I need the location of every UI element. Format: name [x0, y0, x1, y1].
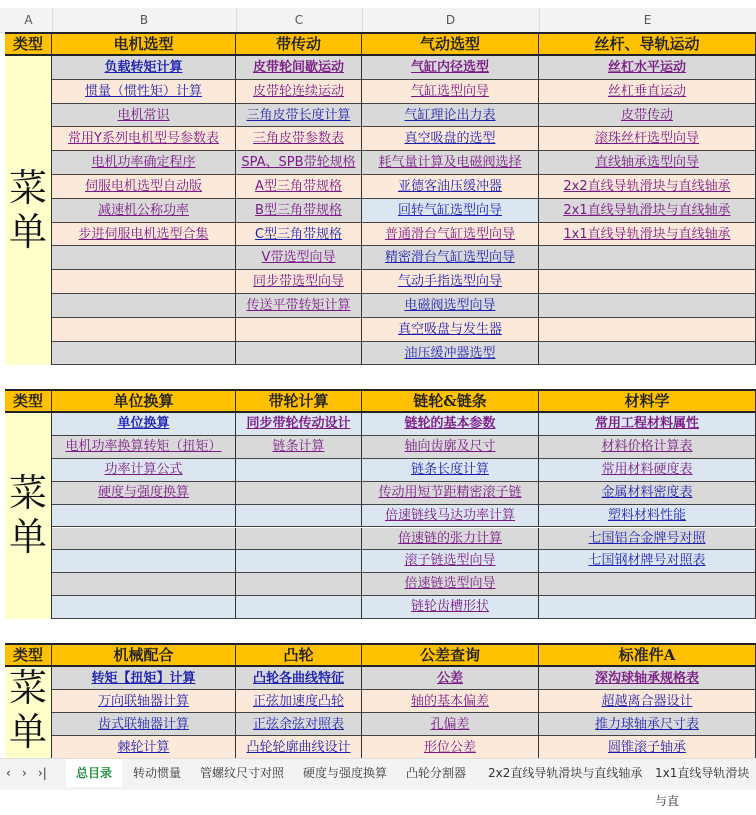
menu-link[interactable]: 2x1直线导轨滑块与直线轴承	[563, 202, 731, 218]
menu-link[interactable]: 同步带轮传动设计	[246, 416, 351, 431]
menu-label-char: 菜	[8, 166, 47, 210]
menu-cell[interactable]	[362, 246, 539, 270]
menu-link[interactable]: 丝杠水平运动	[607, 60, 686, 75]
menu-link[interactable]: 回转气缸选型向导	[397, 202, 502, 218]
menu-cell[interactable]	[362, 270, 539, 294]
menu-cell[interactable]	[539, 175, 756, 199]
menu-cell	[539, 270, 756, 294]
menu-cell[interactable]	[362, 80, 539, 104]
menu-cell[interactable]	[539, 736, 756, 759]
column-header-b[interactable]: B	[52, 8, 237, 32]
menu-cell[interactable]	[52, 736, 236, 759]
menu-link[interactable]: 凸轮轮廓曲线设计	[246, 740, 351, 755]
menu-link[interactable]: 直线轴承选型向导	[594, 155, 699, 171]
menu-cell[interactable]	[52, 56, 236, 80]
category-header: 带传动	[236, 34, 362, 54]
menu-cell[interactable]	[236, 80, 362, 104]
category-header: 凸轮	[236, 645, 362, 665]
menu-cell	[539, 294, 756, 318]
menu-cell[interactable]	[52, 80, 236, 104]
menu-cell[interactable]	[362, 342, 539, 366]
menu-link[interactable]: 常用Y系列电机型号参数表	[68, 131, 219, 147]
menu-cell[interactable]	[539, 151, 756, 175]
menu-link[interactable]: 伺服电机选型自动版	[84, 179, 202, 194]
menu-cell[interactable]	[236, 104, 362, 128]
menu-cell[interactable]	[52, 127, 236, 151]
menu-link[interactable]: 传送平带转矩计算	[246, 298, 351, 313]
menu-link[interactable]: 塑料材料性能	[607, 507, 686, 523]
menu-cell[interactable]	[539, 690, 756, 713]
category-header-row	[5, 32, 756, 56]
menu-cell	[52, 246, 236, 270]
menu-link[interactable]: 单位换算	[117, 416, 170, 431]
menu-cell[interactable]	[52, 690, 236, 713]
menu-cell[interactable]	[52, 175, 236, 199]
menu-cell[interactable]	[362, 151, 539, 175]
menu-cell[interactable]	[52, 199, 236, 223]
menu-link[interactable]: 正弦余弦对照表	[252, 717, 344, 732]
menu-link[interactable]: 正弦加速度凸轮	[252, 694, 344, 709]
menu-link[interactable]: 皮带传动	[620, 107, 673, 123]
menu-link[interactable]: V带选型向导	[261, 250, 336, 266]
menu-link[interactable]: 圆锥滚子轴承	[607, 740, 686, 755]
menu-cell[interactable]	[236, 127, 362, 151]
menu-cell[interactable]	[52, 667, 236, 690]
menu-cell[interactable]	[539, 104, 756, 128]
menu-link[interactable]: 链条计算	[272, 438, 325, 454]
menu-cell	[236, 482, 362, 505]
column-header-e[interactable]: E	[539, 8, 756, 32]
menu-link[interactable]: 气缸选型向导	[410, 83, 489, 99]
menu-cell[interactable]	[362, 175, 539, 199]
menu-cell[interactable]	[52, 713, 236, 736]
menu-cell[interactable]	[52, 151, 236, 175]
menu-cell[interactable]	[539, 459, 756, 482]
menu-link[interactable]: 倍速链线马达功率计算	[384, 507, 515, 523]
menu-link[interactable]: 亚德客油压缓冲器	[397, 179, 502, 194]
menu-cell[interactable]	[539, 528, 756, 551]
menu-link[interactable]: 电磁阀选型向导	[404, 298, 496, 313]
menu-label-cell	[5, 667, 52, 759]
menu-link[interactable]: 油压缓冲器选型	[404, 345, 496, 361]
menu-cell	[236, 318, 362, 342]
category-header: 气动选型	[362, 34, 539, 54]
menu-cell[interactable]	[236, 713, 362, 736]
menu-link[interactable]: 步进伺服电机选型合集	[78, 226, 209, 242]
menu-cell[interactable]	[362, 505, 539, 528]
category-header: 标准件A	[539, 645, 756, 665]
menu-cell[interactable]	[236, 294, 362, 318]
menu-link[interactable]: B型三角带规格	[255, 202, 342, 218]
menu-link[interactable]: 滚子链选型向导	[404, 553, 496, 569]
menu-link[interactable]: 转矩【扭矩】计算	[91, 671, 196, 686]
next-sheet-icon[interactable]: ›	[22, 766, 27, 780]
menu-cell[interactable]	[539, 199, 756, 223]
menu-cell[interactable]	[539, 505, 756, 528]
menu-link[interactable]: 孔偏差	[430, 717, 470, 732]
menu-link[interactable]: 气动手指选型向导	[397, 274, 502, 290]
menu-cell[interactable]	[236, 436, 362, 459]
menu-cell	[539, 342, 756, 366]
sheet-tab[interactable]: 转动惯量	[133, 766, 182, 780]
menu-cell[interactable]	[362, 104, 539, 128]
menu-cell[interactable]	[539, 667, 756, 690]
menu-cell[interactable]	[236, 667, 362, 690]
column-header-a[interactable]: A	[5, 8, 53, 32]
menu-cell[interactable]	[362, 413, 539, 436]
column-header-d[interactable]: D	[362, 8, 540, 32]
menu-link[interactable]: 减速机公称功率	[97, 202, 189, 218]
menu-cell	[539, 318, 756, 342]
menu-cell	[52, 528, 236, 551]
menu-cell[interactable]	[52, 482, 236, 505]
menu-link[interactable]: 真空吸盘的选型	[404, 131, 496, 147]
sheet-tab[interactable]: 管螺纹尺寸对照	[200, 766, 285, 780]
menu-cell	[236, 550, 362, 573]
menu-link[interactable]: 链轮齿槽形状	[410, 599, 489, 615]
type-label: 类型	[5, 34, 52, 54]
menu-cell	[236, 342, 362, 366]
menu-link[interactable]: 万向联轴器计算	[97, 694, 189, 709]
menu-cell[interactable]	[539, 80, 756, 104]
menu-cell[interactable]	[362, 56, 539, 80]
menu-link[interactable]: 硬度与强度换算	[97, 484, 189, 500]
category-header-row	[5, 389, 756, 413]
menu-cell	[52, 573, 236, 596]
category-header: 电机选型	[52, 34, 236, 54]
menu-cell[interactable]	[52, 413, 236, 436]
menu-cell	[52, 505, 236, 528]
menu-label-char: 单	[8, 209, 47, 254]
menu-cell	[52, 270, 236, 294]
menu-cell	[236, 528, 362, 551]
menu-cell	[52, 342, 236, 366]
menu-cell[interactable]	[362, 482, 539, 505]
menu-link[interactable]: 形位公差	[423, 740, 476, 755]
menu-cell	[539, 596, 756, 619]
menu-cell[interactable]	[362, 294, 539, 318]
menu-link[interactable]: 电机功率确定程序	[91, 155, 196, 171]
menu-link[interactable]: 皮带轮间歇运动	[252, 60, 344, 75]
menu-cell[interactable]	[52, 459, 236, 482]
menu-link[interactable]: 材料价格计算表	[601, 438, 693, 454]
menu-link[interactable]: 链条长度计算	[410, 461, 489, 477]
menu-link[interactable]: 超越离合器设计	[601, 694, 693, 709]
menu-cell	[52, 318, 236, 342]
menu-link[interactable]: 三角皮带参数表	[252, 131, 344, 147]
menu-link[interactable]: 轴的基本偏差	[410, 694, 489, 709]
menu-link[interactable]: 气缸理论出力表	[404, 107, 496, 123]
menu-cell[interactable]	[52, 436, 236, 459]
menu-link[interactable]: 滚珠丝杆选型向导	[594, 131, 699, 147]
menu-link[interactable]: 传动用短节距精密滚子链	[378, 484, 522, 500]
menu-cell[interactable]	[362, 573, 539, 596]
menu-link[interactable]: 推力球轴承尺寸表	[594, 717, 699, 732]
menu-cell	[236, 596, 362, 619]
menu-link[interactable]: 惯量（惯性矩）计算	[84, 83, 202, 99]
menu-link[interactable]: 金属材料密度表	[601, 484, 693, 500]
menu-cell[interactable]	[362, 199, 539, 223]
menu-link[interactable]: 丝杠垂直运动	[607, 83, 686, 99]
sheet-tab[interactable]: 凸轮分割器	[406, 766, 467, 780]
menu-cell[interactable]	[362, 596, 539, 619]
menu-cell	[539, 246, 756, 270]
menu-cell[interactable]	[236, 413, 362, 436]
menu-cell[interactable]	[539, 56, 756, 80]
menu-label-char: 单	[8, 515, 47, 560]
menu-label-char: 单	[8, 709, 47, 754]
menu-cell[interactable]	[362, 223, 539, 247]
menu-cell[interactable]	[362, 459, 539, 482]
menu-link[interactable]: A型三角带规格	[255, 179, 342, 194]
menu-link[interactable]: 三角皮带长度计算	[246, 107, 351, 123]
menu-cell	[52, 294, 236, 318]
menu-label-char: 菜	[8, 666, 47, 710]
menu-label-char: 菜	[8, 471, 47, 516]
menu-link[interactable]: C型三角带规格	[254, 226, 343, 242]
menu-cell	[236, 459, 362, 482]
category-header: 单位换算	[52, 391, 236, 411]
menu-link[interactable]: 精密滑台气缸选型向导	[384, 250, 515, 266]
sheet-tab[interactable]: 硬度与强度换算	[303, 766, 388, 780]
sheet-tab-active[interactable]: 总目录	[66, 759, 122, 787]
menu-label-cell	[5, 413, 52, 619]
menu-cell[interactable]	[362, 667, 539, 690]
menu-link[interactable]: 齿式联轴器计算	[97, 717, 189, 732]
menu-link[interactable]: 电机功率换算转矩（扭矩）	[65, 438, 222, 454]
menu-cell[interactable]	[236, 199, 362, 223]
menu-link[interactable]: 同步带选型向导	[252, 274, 344, 290]
menu-link[interactable]: 七国钢材牌号对照表	[588, 553, 706, 569]
category-header: 公差查询	[362, 645, 539, 665]
menu-cell[interactable]	[539, 413, 756, 436]
menu-link[interactable]: 七国铝合金牌号对照	[588, 530, 706, 546]
menu-link[interactable]: 常用工程材料属性	[594, 416, 699, 431]
menu-label-cell	[5, 56, 52, 365]
menu-cell[interactable]	[236, 270, 362, 294]
sheet-tab[interactable]: 2x2直线导轨滑块与直线轴承	[488, 766, 643, 780]
menu-link[interactable]: 电机常识	[117, 107, 170, 123]
menu-cell[interactable]	[539, 550, 756, 573]
type-label: 类型	[5, 645, 52, 665]
menu-link[interactable]: 公差	[436, 671, 463, 686]
category-header: 链轮&链条	[362, 391, 539, 411]
menu-link[interactable]: 皮带轮连续运动	[252, 83, 344, 99]
column-header-c[interactable]: C	[236, 8, 363, 32]
menu-cell[interactable]	[362, 318, 539, 342]
prev-sheet-icon[interactable]: ‹	[6, 766, 11, 780]
menu-cell[interactable]	[52, 104, 236, 128]
menu-link[interactable]: 轴向齿廓及尺寸	[404, 438, 496, 454]
menu-cell[interactable]	[362, 436, 539, 459]
menu-link[interactable]: 真空吸盘与发生器	[397, 321, 502, 337]
category-header: 机械配合	[52, 645, 236, 665]
category-header: 丝杆、导轨运动	[539, 34, 756, 54]
menu-cell[interactable]	[362, 550, 539, 573]
menu-cell	[539, 573, 756, 596]
menu-link[interactable]: 棘轮计算	[117, 740, 170, 755]
menu-cell[interactable]	[236, 223, 362, 247]
menu-link[interactable]: 倍速链选型向导	[404, 576, 496, 592]
menu-link[interactable]: 普通滑台气缸选型向导	[384, 226, 515, 242]
menu-cell[interactable]	[236, 246, 362, 270]
menu-link[interactable]: 功率计算公式	[104, 461, 183, 477]
menu-link[interactable]: 耗气量计算及电磁阀选择	[378, 155, 522, 171]
menu-link[interactable]: 常用材料硬度表	[601, 461, 693, 477]
menu-link[interactable]: SPA、SPB带轮规格	[241, 155, 356, 171]
menu-link[interactable]: 负载转矩计算	[104, 60, 183, 75]
sheet-tab-bar	[0, 758, 756, 808]
last-sheet-icon[interactable]: ›|	[38, 766, 47, 780]
menu-cell	[52, 596, 236, 619]
menu-cell[interactable]	[539, 223, 756, 247]
menu-cell[interactable]	[362, 736, 539, 759]
menu-cell[interactable]	[539, 713, 756, 736]
menu-cell[interactable]	[236, 690, 362, 713]
menu-cell[interactable]	[52, 223, 236, 247]
menu-cell[interactable]	[539, 127, 756, 151]
column-header-bar	[0, 8, 756, 33]
menu-cell[interactable]	[236, 175, 362, 199]
menu-cell[interactable]	[236, 56, 362, 80]
type-label: 类型	[5, 391, 52, 411]
category-header: 材料学	[539, 391, 756, 411]
sheet-tab[interactable]: 1x1直线导轨滑块与直	[655, 766, 750, 808]
menu-cell[interactable]	[236, 736, 362, 759]
menu-cell[interactable]	[362, 528, 539, 551]
menu-link[interactable]: 2x2直线导轨滑块与直线轴承	[563, 179, 731, 194]
menu-link[interactable]: 深沟球轴承规格表	[594, 671, 699, 686]
menu-cell	[236, 505, 362, 528]
menu-cell	[236, 573, 362, 596]
menu-cell[interactable]	[362, 713, 539, 736]
menu-link[interactable]: 凸轮各曲线特征	[252, 671, 344, 686]
category-header-row	[5, 643, 756, 667]
menu-cell[interactable]	[539, 436, 756, 459]
menu-cell[interactable]	[539, 482, 756, 505]
menu-link[interactable]: 倍速链的张力计算	[397, 530, 502, 546]
menu-cell	[52, 550, 236, 573]
menu-cell[interactable]	[362, 690, 539, 713]
menu-link[interactable]: 链轮的基本参数	[404, 416, 496, 431]
menu-cell[interactable]	[236, 151, 362, 175]
menu-link[interactable]: 气缸内径选型	[410, 60, 489, 75]
category-header: 带轮计算	[236, 391, 362, 411]
menu-cell[interactable]	[362, 127, 539, 151]
menu-link[interactable]: 1x1直线导轨滑块与直线轴承	[563, 226, 731, 242]
